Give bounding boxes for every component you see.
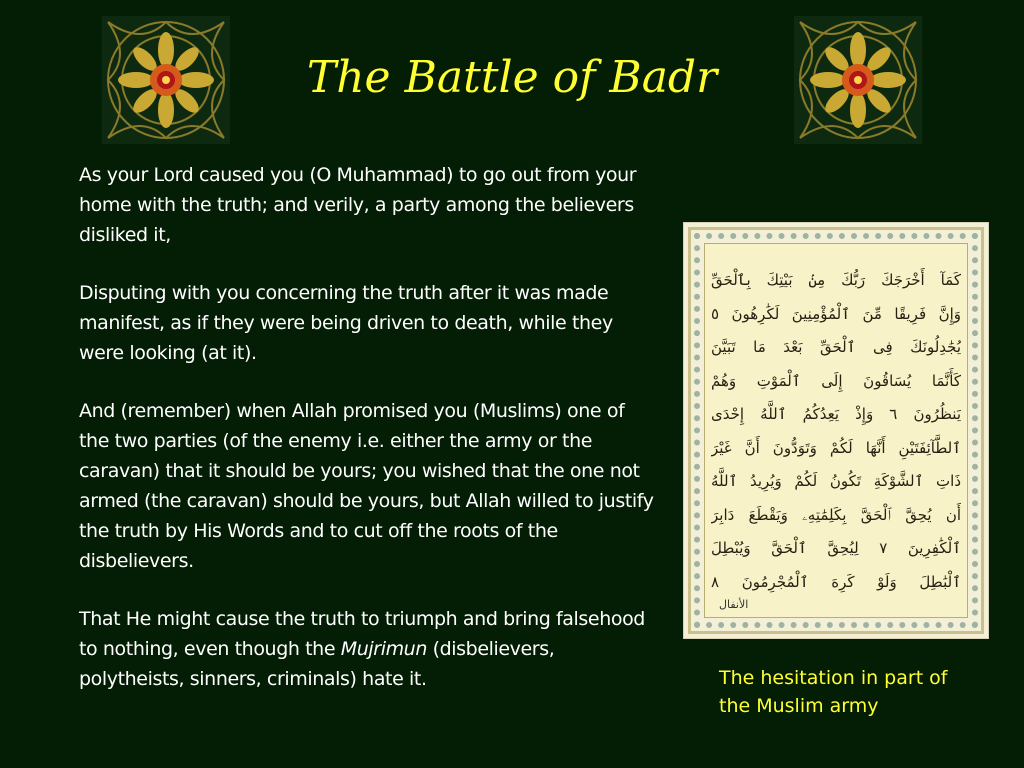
- verse-line: كَمَآ أَخْرَجَكَ رَبُّكَ مِنۢ بَيْتِكَ بِٱلْحَقِّ: [711, 271, 961, 289]
- verse-line: يُجَٰدِلُونَكَ فِى ٱلْحَقِّ بَعْدَ مَا تَبَيَّنَ: [711, 338, 961, 356]
- image-caption: The hesitation in part of the Muslim army: [719, 667, 948, 717]
- verse-line: وَإِنَّ فَرِيقًا مِّنَ ٱلْمُؤْمِنِينَ لَكَٰرِهُونَ ٥: [711, 304, 961, 323]
- verse-line: ٱلطَّآئِفَتَيْنِ أَنَّهَا لَكُمْ وَتَوَدُّونَ أَنَّ غَيْرَ: [711, 438, 961, 457]
- body-text: [79, 160, 659, 722]
- paragraph-3: And (remember) when Allah promised you (Muslims) one of the two parties (of the enemy i.e. either the army or the caravan) that it should be yours; you wished that the one not armed (the caravan) should be yours, but Allah willed to justify the truth by His Words and to cut off the roots of the disbelievers.: [79, 400, 654, 572]
- page-text-area: [704, 243, 968, 618]
- paragraph-2: Disputing with you concerning the truth after it was made manifest, as if they were being driven to death, while they were looking (at it).: [79, 282, 613, 364]
- floral-ornament-icon: [794, 16, 922, 144]
- verse-line: أَن يُحِقَّ ٱلْحَقَّ بِكَلِمَٰتِهِۦ وَيَقْطَعَ دَابِرَ: [711, 505, 961, 524]
- quran-page-image: [683, 222, 989, 639]
- surah-name: الأنفال: [719, 598, 749, 611]
- arabic-verses: [711, 264, 961, 599]
- paragraph-1: As your Lord caused you (O Muhammad) to go out from your home with the truth; and verily, a party among the believers disliked it,: [79, 164, 637, 246]
- paragraph-4-start: That He might cause the truth to triumph and bring falsehood to nothing, even though the: [79, 608, 645, 660]
- paragraph-4-end: (disbelievers, polytheists, sinners, criminals) hate it.: [79, 638, 555, 690]
- verse-line: كَأَنَّمَا يُسَاقُونَ إِلَى ٱلْمَوْتِ وَهُمْ: [711, 371, 961, 390]
- verse-line: ٱلْبَٰطِلَ وَلَوْ كَرِهَ ٱلْمُجْرِمُونَ ٨: [711, 572, 961, 591]
- verse-line: ذَاتِ ٱلشَّوْكَةِ تَكُونُ لَكُمْ وَيُرِيدُ ٱللَّهُ: [711, 472, 961, 490]
- verse-line: يَنظُرُونَ ٦ وَإِذْ يَعِدُكُمُ ٱللَّهُ إِحْدَى: [711, 405, 961, 423]
- mujrimun-term: Mujrimun: [340, 638, 427, 660]
- floral-ornament-icon: [102, 16, 230, 144]
- verse-line: ٱلْكَٰفِرِينَ ٧ لِيُحِقَّ ٱلْحَقَّ وَيُبْطِلَ: [711, 539, 961, 557]
- slide-title: The Battle of Badr: [306, 52, 718, 103]
- paragraph-4: [79, 604, 659, 694]
